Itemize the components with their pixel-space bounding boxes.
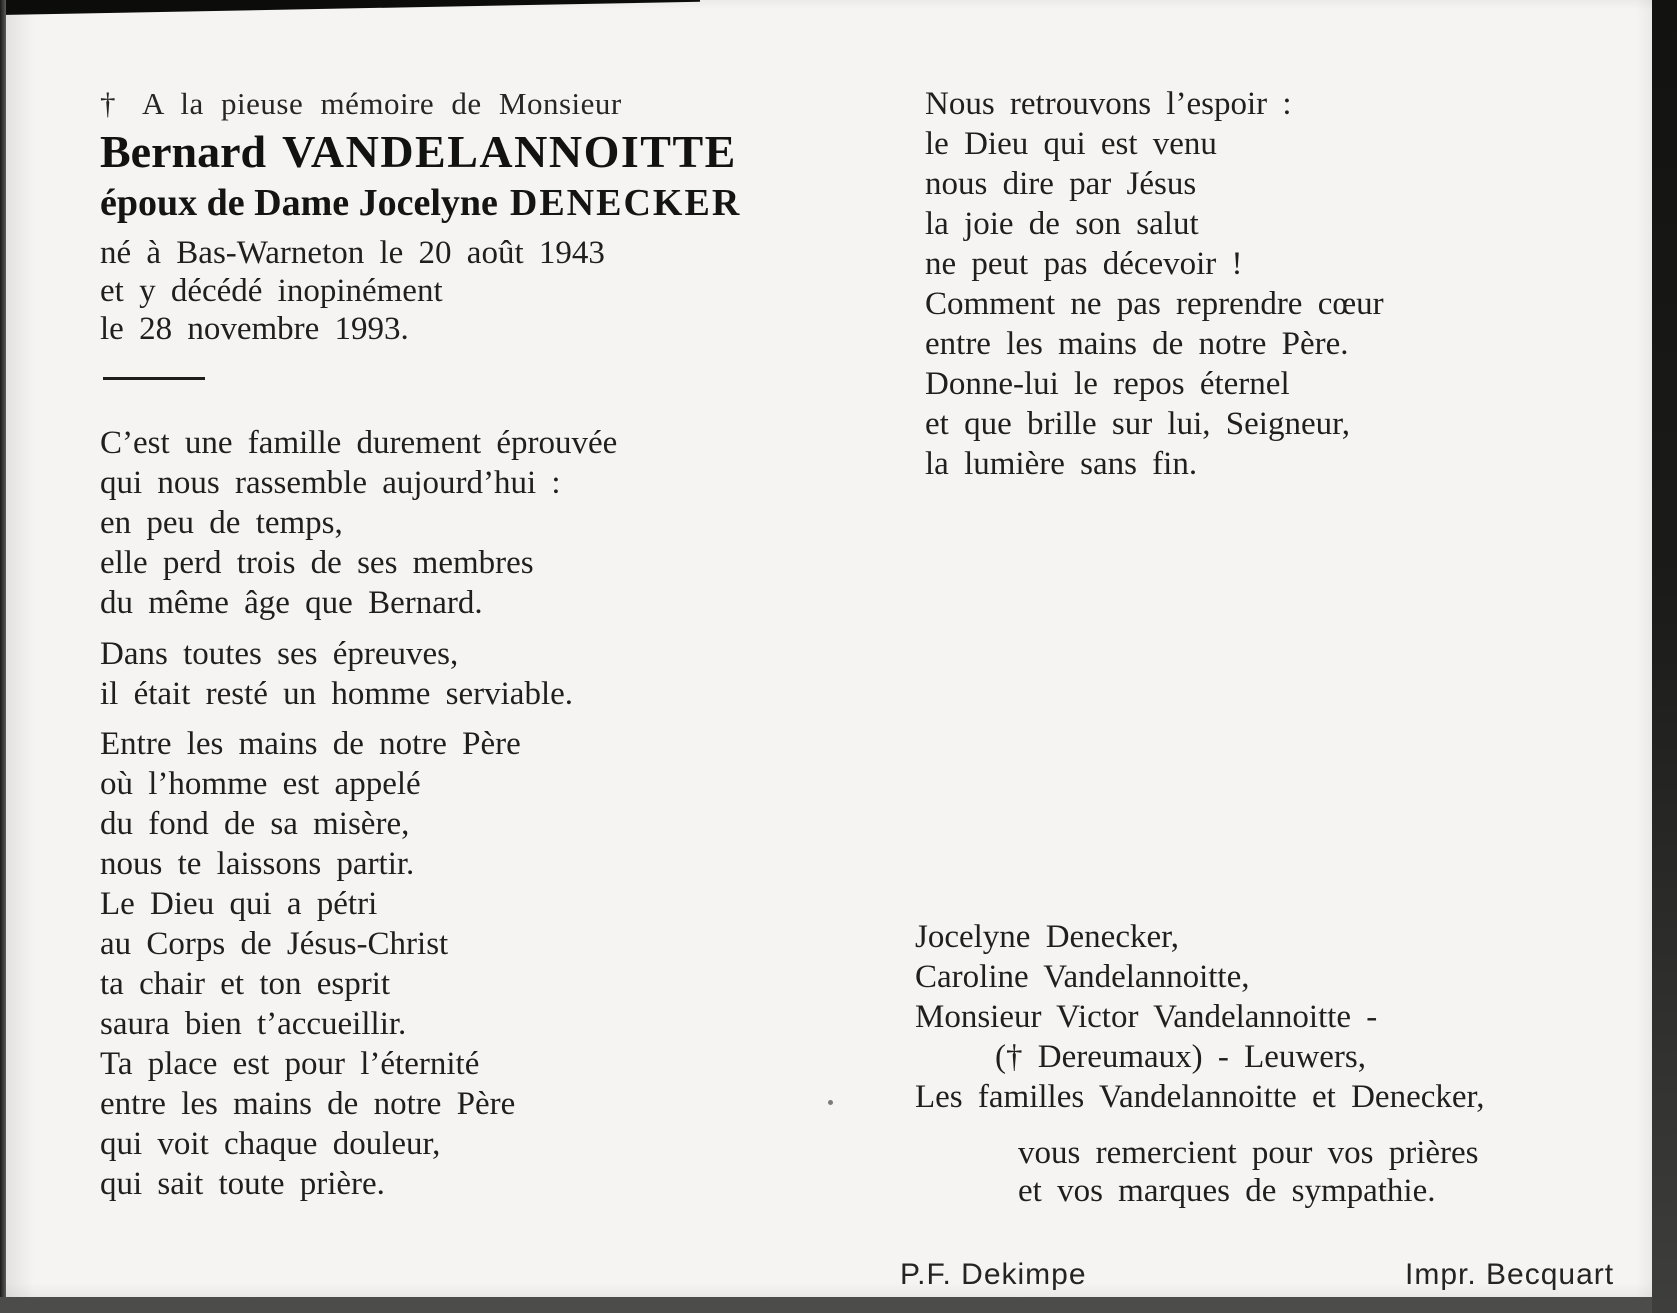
deceased-first-name: Bernard xyxy=(100,126,267,177)
text-line: vous remercient pour vos prières xyxy=(1018,1135,1479,1171)
text-line: la lumière sans fin. xyxy=(925,446,1198,482)
spouse-line xyxy=(100,181,741,225)
family-names-list xyxy=(915,917,1484,1117)
family-member-line: († Dereumaux) - Leuwers, xyxy=(995,1039,1367,1075)
family-member-line: Les familles Vandelannoitte et Denecker, xyxy=(915,1079,1485,1115)
scanner-edge-bottom xyxy=(0,1297,1652,1313)
printer-credit: Impr. Becquart xyxy=(1405,1258,1615,1291)
text-line: elle perd trois de ses membres xyxy=(100,545,534,581)
text-line: Dans toutes ses épreuves, xyxy=(100,636,459,672)
text-line: C’est une famille durement éprouvée xyxy=(100,425,618,461)
memorial-cross-icon: † xyxy=(100,86,116,121)
funeral-home-credit: P.F. Dekimpe xyxy=(900,1258,1087,1291)
deceased-last-name: VANDELANNOITTE xyxy=(282,126,737,177)
text-line: au Corps de Jésus-Christ xyxy=(100,926,449,962)
paragraph-prayer-left xyxy=(100,724,521,1204)
text-line: la joie de son salut xyxy=(925,206,1199,242)
text-line: Le Dieu qui a pétri xyxy=(100,886,378,922)
text-line: le Dieu qui est venu xyxy=(925,126,1217,162)
paragraph-family xyxy=(100,423,617,623)
scanner-edge-right xyxy=(1652,0,1677,1313)
text-line: Nous retrouvons l’espoir : xyxy=(925,86,1292,122)
text-line: ta chair et ton esprit xyxy=(100,966,391,1002)
text-line: né à Bas-Warneton le 20 août 1943 xyxy=(100,235,605,271)
text-line: et vos marques de sympathie. xyxy=(1018,1173,1436,1209)
text-line: entre les mains de notre Père. xyxy=(925,326,1349,362)
dedication-line xyxy=(100,86,622,122)
thanks-message xyxy=(1018,1134,1479,1210)
spouse-prefix: époux de Dame Jocelyne xyxy=(100,182,498,224)
text-line: Ta place est pour l’éternité xyxy=(100,1046,480,1082)
family-member-line: Monsieur Victor Vandelannoitte - xyxy=(915,999,1378,1035)
spouse-last-name: DENECKER xyxy=(509,182,742,224)
text-line: du fond de sa misère, xyxy=(100,806,410,842)
deceased-name xyxy=(100,125,737,178)
paragraph-epreuves xyxy=(100,634,573,714)
text-line: nous dire par Jésus xyxy=(925,166,1197,202)
text-line: qui voit chaque douleur, xyxy=(100,1126,441,1162)
text-line: Entre les mains de notre Père xyxy=(100,726,521,762)
text-line: entre les mains de notre Père xyxy=(100,1086,516,1122)
family-member-line: Jocelyne Denecker, xyxy=(915,919,1180,955)
divider-rule xyxy=(103,377,205,380)
text-line: où l’homme est appelé xyxy=(100,766,421,802)
text-line: et que brille sur lui, Seigneur, xyxy=(925,406,1351,442)
text-line: en peu de temps, xyxy=(100,505,343,541)
text-line: saura bien t’accueillir. xyxy=(100,1006,407,1042)
text-line: Donne-lui le repos éternel xyxy=(925,366,1290,402)
birth-death-details xyxy=(100,234,605,348)
text-line: qui sait toute prière. xyxy=(100,1166,385,1202)
text-line: il était resté un homme serviable. xyxy=(100,676,574,712)
text-line: le 28 novembre 1993. xyxy=(100,311,409,347)
text-line: du même âge que Bernard. xyxy=(100,585,483,621)
scan-speck xyxy=(828,1100,833,1105)
text-line: nous te laissons partir. xyxy=(100,846,415,882)
family-member-line: Caroline Vandelannoitte, xyxy=(915,959,1250,995)
dedication-text: A la pieuse mémoire de Monsieur xyxy=(142,86,622,121)
text-line: ne peut pas décevoir ! xyxy=(925,246,1243,282)
paragraph-prayer-right xyxy=(925,84,1384,484)
text-line: Comment ne pas reprendre cœur xyxy=(925,286,1384,322)
text-line: qui nous rassemble aujourd’hui : xyxy=(100,465,561,501)
scanner-edge-left xyxy=(0,0,6,1297)
text-line: et y décédé inopinément xyxy=(100,273,443,309)
